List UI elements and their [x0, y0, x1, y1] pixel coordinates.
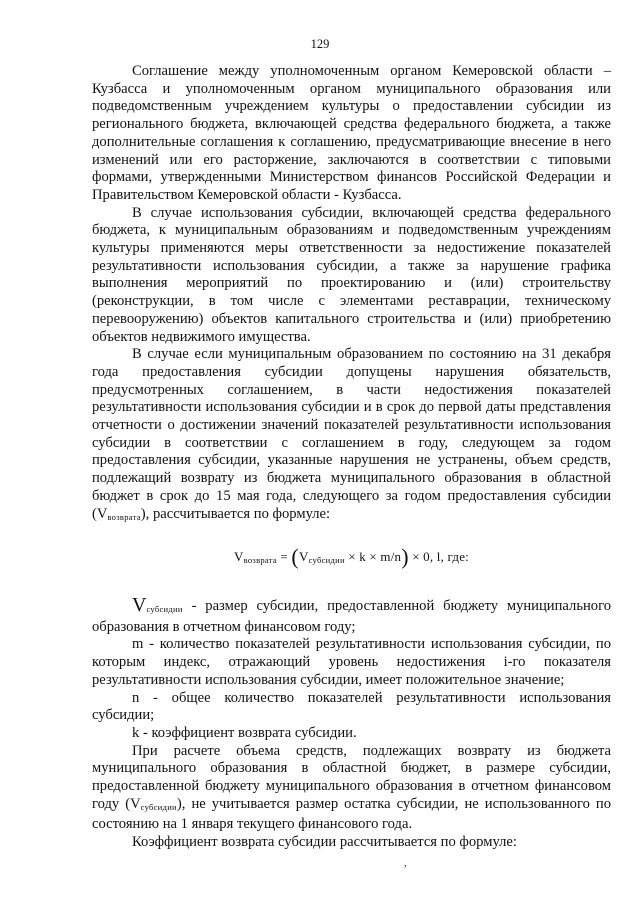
paragraph-agreement: Соглашение между уполномоченным органом Кемеровской области – Кузбасса и уполномоченным органом муниципального образования или подведомственным учреждением культуры о предоставлении субсидии из регионального бюджета, включающей средства федерального бюджета, а также дополнительные соглашения к соглашению, предусматривающие внесение в него изменений или его расторжение, заключаются в соответствии с типовыми формами, утвержденными Министерством финансов Российской Федерации и Правительством Кемеровской области - Кузбасса.	[92, 63, 611, 203]
page-number: 129	[310, 37, 330, 51]
residual-before: При расчете объема средств, подлежащих возврату из бюджета муниципального образования в областной бюджет, в размере субсидии, предоставленной бюджету муниципального образования в отчетном финансовом году (V	[92, 742, 611, 812]
formula-close-paren: )	[401, 544, 409, 570]
formula-v: V	[298, 549, 309, 565]
formula-eq: =	[276, 549, 292, 565]
definition-v-text: - размер субсидии, предоставленной бюджету муниципального образования в отчетном финансовом году;	[92, 597, 611, 635]
document-body	[92, 63, 611, 852]
formula-ref-after: ), рассчитывается по формуле:	[140, 505, 331, 522]
definition-v	[92, 593, 611, 636]
formula-body: × k × m/n	[344, 549, 402, 565]
definition-v-sub: субсидии	[146, 603, 183, 614]
residual-sub: субсидии	[140, 801, 177, 812]
paragraph-residual	[92, 743, 611, 835]
formula-v-sub: субсидии	[308, 555, 345, 566]
formula-open-paren: (	[291, 544, 299, 570]
residual-after: ), не учитывается размер остатка субсидии, не использованного по состоянию на 1 января текущего финансового года.	[92, 795, 611, 833]
return-formula	[92, 544, 611, 570]
formula-tail: × 0, l, где:	[408, 549, 469, 565]
stray-mark: ,	[404, 858, 407, 869]
formula-lhs: V	[234, 549, 244, 565]
formula-ref-sub: возврата	[107, 511, 141, 522]
definition-k: k - коэффициент возврата субсидии.	[132, 724, 357, 741]
formula-ref-v: V	[96, 505, 108, 522]
violation-text: В случае если муниципальным образованием по состоянию на 31 декабря года предоставления субсидии допущены нарушения обязательств, предусмотренных соглашением, в части недостижения показателей результативности использования субсидии и в срок до первой даты представления отчетности о достижении значений показателей результативности использования субсидии в соответствии с соглашением в году, следующем за годом предоставления субсидии, указанные нарушения не устранены, объем средств, подлежащий возврату из бюджета муниципального образования в областной бюджет в срок до 15 мая года, следующего за годом предоставления субсидии (	[92, 346, 611, 522]
definition-n: n - общее количество показателей результативности использования субсидии;	[92, 689, 611, 724]
paragraph-federal-responsibility: В случае использования субсидии, включающей средства федерального бюджета, к муниципальным образованиям и подведомственным учреждениям культуры применяются меры ответственности за недостижение показателей результативности использования субсидии, а также за нарушение графика выполнения мероприятий по проектированию и (или) строительству (реконструкции, в том числе с элементами реставрации, техническому перевооружению) объектов капитального строительства и (или) приобретению объектов недвижимого имущества.	[92, 204, 611, 345]
formula-lhs-sub: возврата	[243, 555, 277, 566]
paragraph-violation-return	[92, 346, 611, 526]
definition-v-symbol: V	[132, 593, 147, 616]
paragraph-coefficient: Коэффициент возврата субсидии рассчитывается по формуле:	[132, 834, 517, 851]
definition-m: m - количество показателей результативности использования субсидии, по которым индекс, отражающий уровень недостижения i-го показателя результативности использования субсидии, имеет положительное значение;	[92, 636, 611, 688]
